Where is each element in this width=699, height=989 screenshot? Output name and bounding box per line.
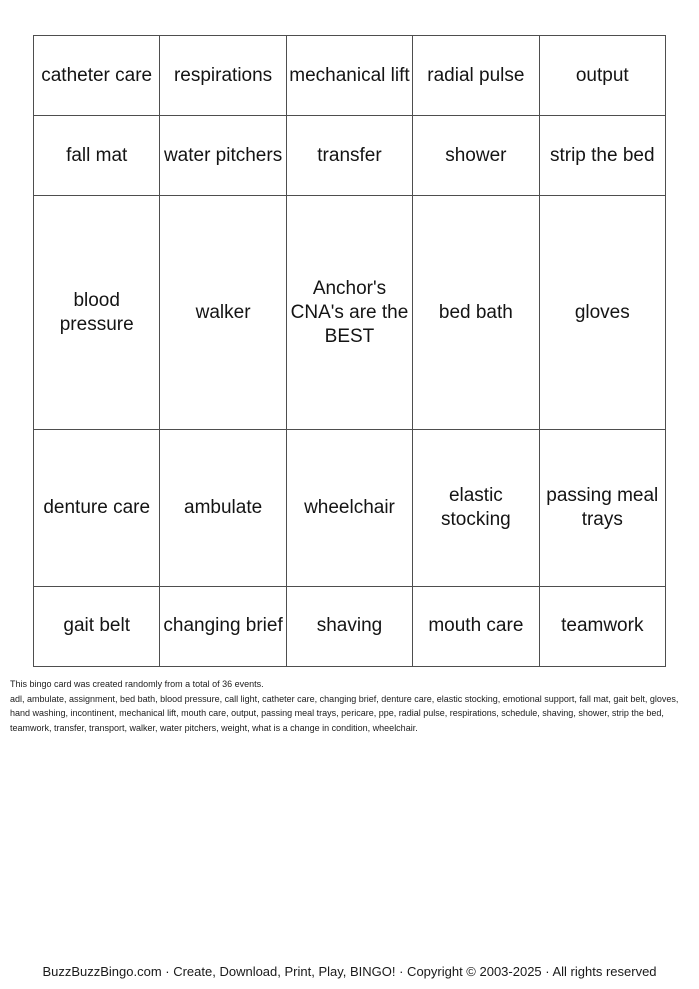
bingo-cell[interactable]: shower [413,116,539,196]
bingo-cell[interactable]: mechanical lift [286,36,412,116]
bingo-cell[interactable]: transfer [286,116,412,196]
bingo-grid [33,35,666,667]
bingo-row [34,586,666,666]
bingo-cell[interactable]: elastic stocking [413,429,539,586]
bingo-cell[interactable]: gait belt [34,586,160,666]
bingo-cell[interactable]: fall mat [34,116,160,196]
card-creation-summary: This bingo card was created randomly from a total of 36 events. [10,679,264,689]
site-credit-footer: BuzzBuzzBingo.com · Create, Download, Print, Play, BINGO! · Copyright © 2003-2025 · All rights reserved [42,964,657,979]
bingo-cell[interactable]: output [539,36,665,116]
bingo-cell[interactable]: shaving [286,586,412,666]
bingo-cell[interactable]: respirations [160,36,286,116]
bingo-row [34,429,666,586]
free-space-cell[interactable]: Anchor's CNA's are the BEST [286,196,412,430]
bingo-cell[interactable]: passing meal trays [539,429,665,586]
events-list: adl, ambulate, assignment, bed bath, blood pressure, call light, catheter care, changing brief, denture care, elastic stocking, emotional support, fall mat, gait belt, gloves, hand washing, incontinent, mechanical lift, mouth care, output, passing meal trays, pericare, ppe, radial pulse, respirations, schedule, shaving, shower, strip the bed, teamwork, transfer, transport, walker, water pitchers, weight, what is a change in condition, wheelchair. [10,693,679,733]
bingo-cell[interactable]: teamwork [539,586,665,666]
bingo-cell[interactable]: gloves [539,196,665,430]
card-info-note [10,677,694,735]
bingo-row [34,36,666,116]
bingo-cell[interactable]: radial pulse [413,36,539,116]
bingo-cell[interactable]: changing brief [160,586,286,666]
bingo-cell[interactable]: walker [160,196,286,430]
bingo-cell[interactable]: mouth care [413,586,539,666]
bingo-cell[interactable]: strip the bed [539,116,665,196]
bingo-cell[interactable]: water pitchers [160,116,286,196]
bingo-row [34,116,666,196]
bingo-cell[interactable]: wheelchair [286,429,412,586]
bingo-row [34,196,666,430]
bingo-cell[interactable]: catheter care [34,36,160,116]
bingo-cell[interactable]: denture care [34,429,160,586]
bingo-cell[interactable]: ambulate [160,429,286,586]
bingo-cell[interactable]: blood pressure [34,196,160,430]
bingo-cell[interactable]: bed bath [413,196,539,430]
